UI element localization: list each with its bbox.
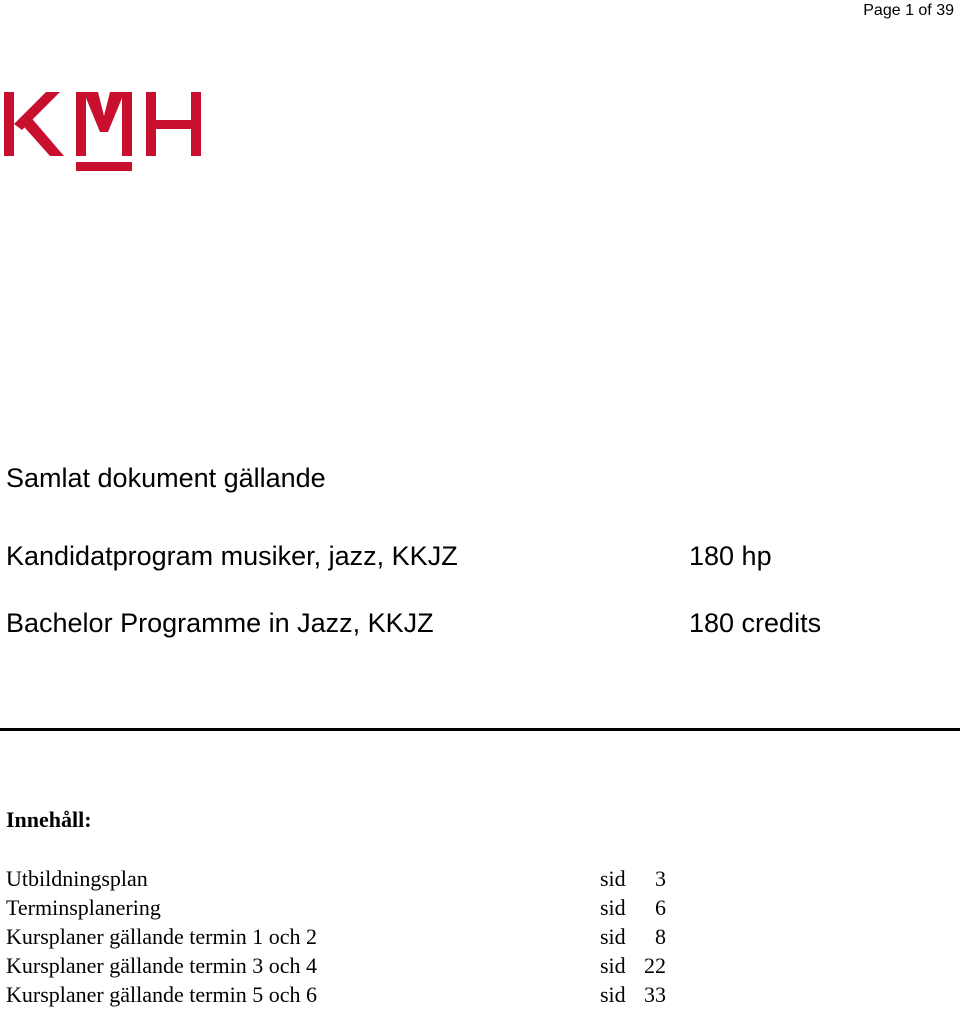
toc-entry-sid: sid bbox=[600, 924, 626, 949]
table-of-contents bbox=[6, 864, 686, 1009]
kmh-logo bbox=[4, 92, 201, 172]
toc-entry-page: 6 bbox=[655, 895, 666, 920]
toc-entry-label: Terminsplanering bbox=[6, 895, 161, 920]
programme-name-swedish: Kandidatprogram musiker, jazz, KKJZ bbox=[6, 541, 458, 571]
programme-name-english: Bachelor Programme in Jazz, KKJZ bbox=[6, 608, 434, 638]
credits-swedish: 180 hp bbox=[689, 541, 772, 571]
section-divider bbox=[0, 728, 960, 731]
toc-entry bbox=[6, 922, 686, 951]
toc-entry-label: Kursplaner gällande termin 3 och 4 bbox=[6, 953, 317, 978]
toc-entry-sid: sid bbox=[600, 895, 626, 920]
toc-entry bbox=[6, 951, 686, 980]
toc-entry-label: Kursplaner gällande termin 5 och 6 bbox=[6, 982, 317, 1007]
toc-entry-page: 22 bbox=[644, 953, 666, 978]
toc-entry-sid: sid bbox=[600, 953, 626, 978]
page-indicator: Page 1 of 39 bbox=[863, 2, 954, 19]
toc-entry bbox=[6, 864, 686, 893]
toc-entry-sid: sid bbox=[600, 866, 626, 891]
credits-english: 180 credits bbox=[689, 608, 822, 638]
toc-entry bbox=[6, 980, 686, 1009]
toc-entry-label: Utbildningsplan bbox=[6, 866, 148, 891]
toc-entry-page: 8 bbox=[655, 924, 666, 949]
toc-heading: Innehåll: bbox=[6, 807, 92, 832]
document-heading: Samlat dokument gällande bbox=[6, 463, 326, 493]
toc-entry-page: 3 bbox=[655, 866, 666, 891]
toc-entry-label: Kursplaner gällande termin 1 och 2 bbox=[6, 924, 317, 949]
toc-entry-page: 33 bbox=[644, 982, 666, 1007]
toc-entry-sid: sid bbox=[600, 982, 626, 1007]
toc-entry bbox=[6, 893, 686, 922]
